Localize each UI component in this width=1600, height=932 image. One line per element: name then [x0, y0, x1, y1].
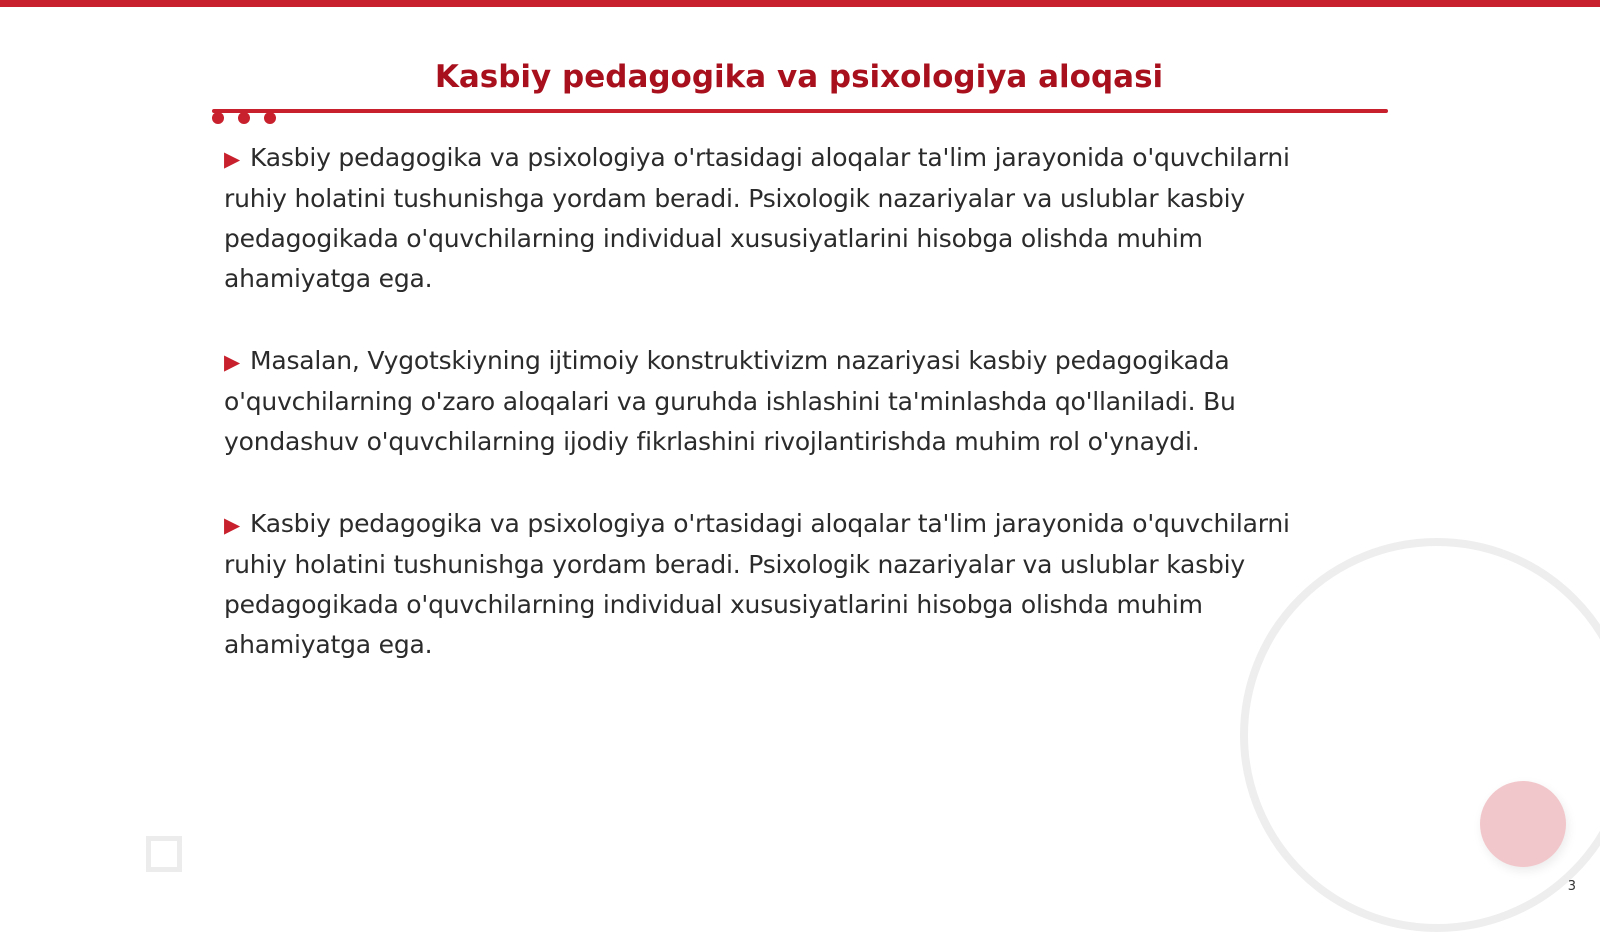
top-accent-bar: [0, 0, 1600, 7]
title-underline: [212, 109, 1388, 113]
slide-content: [224, 138, 1344, 707]
decor-dot-2: [238, 112, 250, 124]
bullet-paragraph-3: [224, 504, 1344, 665]
bullet-text-1: Kasbiy pedagogika va psixologiya o'rtasidagi aloqalar ta'lim jarayonida o'quvchilarni ruhiy holatini tushunishga yordam beradi. Psixologik nazariyalar va uslublar kasbiy pedagogikada o'quvchilarning individual xususiyatlarini hisobga olishda muhim ahamiyatga ega.: [224, 143, 1290, 293]
slide-title: Kasbiy pedagogika va psixologiya aloqasi: [434, 59, 1164, 95]
bullet-text-2: Masalan, Vygotskiyning ijtimoiy konstruktivizm nazariyasi kasbiy pedagogikada o'quvchilarning o'zaro aloqalari va guruhda ishlashini ta'minlashda qo'llaniladi. Bu yondashuv o'quvchilarning ijodiy fikrlashini rivojlantirishda muhim rol o'ynaydi.: [224, 346, 1236, 456]
triangle-right-icon: ▶: [224, 350, 240, 374]
decor-circle-pink: [1480, 781, 1566, 867]
bullet-paragraph-1: [224, 138, 1344, 299]
decor-dot-3: [264, 112, 276, 124]
bullet-paragraph-2: [224, 341, 1344, 462]
page-number: 3: [1567, 879, 1576, 894]
triangle-right-icon: ▶: [224, 513, 240, 537]
decor-square-outline: [146, 836, 182, 872]
triangle-right-icon: ▶: [224, 147, 240, 171]
decor-dot-1: [212, 112, 224, 124]
bullet-text-3: Kasbiy pedagogika va psixologiya o'rtasidagi aloqalar ta'lim jarayonida o'quvchilarni ruhiy holatini tushunishga yordam beradi. Psixologik nazariyalar va uslublar kasbiy pedagogikada o'quvchilarning individual xususiyatlarini hisobga olishda muhim ahamiyatga ega.: [224, 509, 1290, 659]
